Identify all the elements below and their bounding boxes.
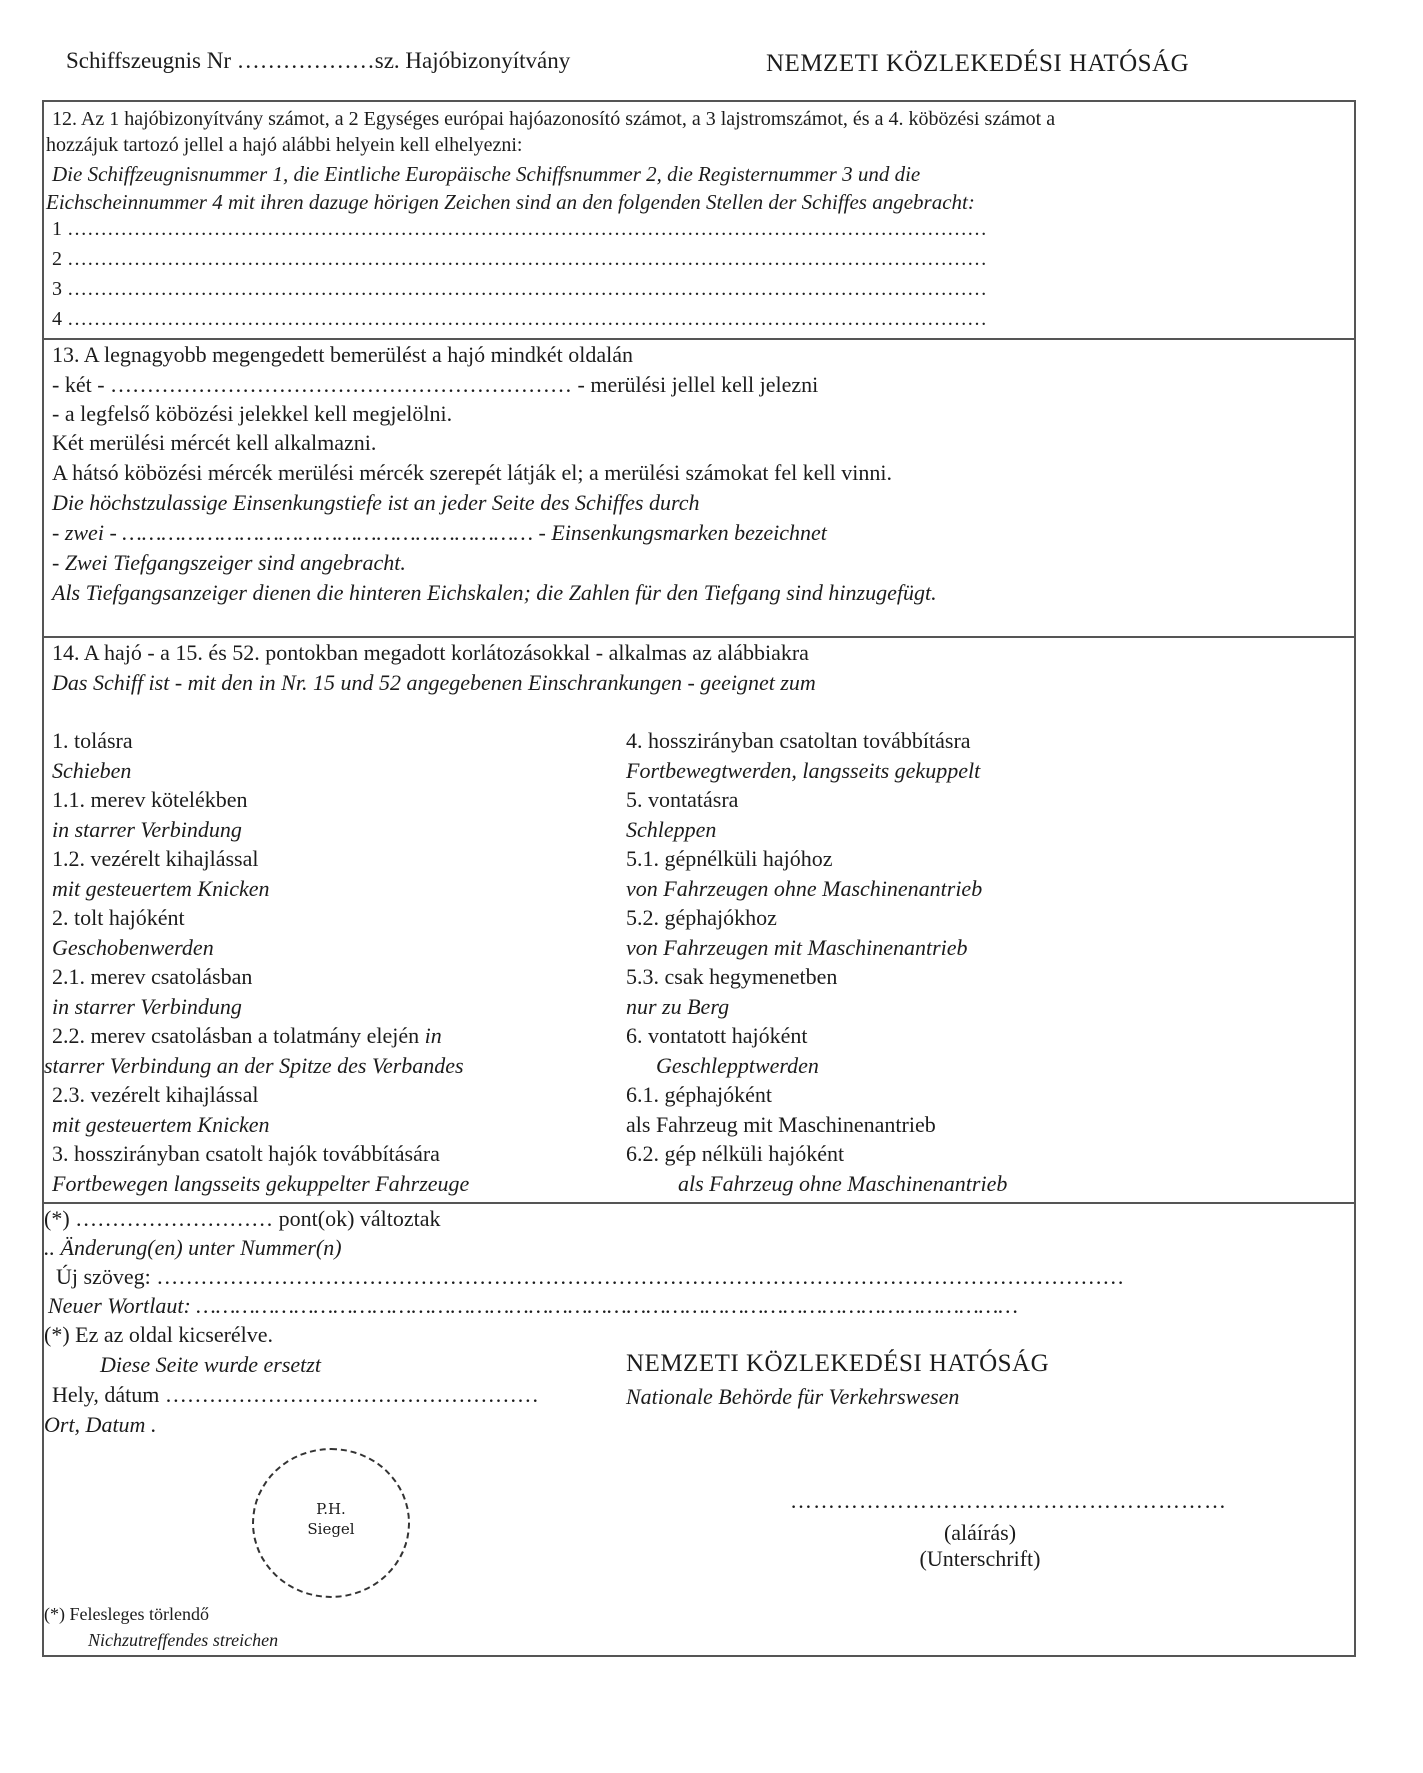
authority-header: NEMZETI KÖZLEKEDÉSI HATÓSÁG [766,50,1190,77]
capability-item: mit gesteuertem Knicken [52,875,270,901]
section-13-line3: - a legfelső köbözési jelekkel kell megjelölni. [52,401,453,426]
capability-item: 5.2. géphajókhoz [626,905,777,930]
changed-points-de: .. Änderung(en) unter Nummer(n) [44,1235,342,1260]
capability-item: starrer Verbindung an der Spitze des Verbandes [44,1052,464,1078]
capability-item: 6. vontatott hajóként [626,1023,808,1048]
capability-item: Schleppen [626,816,717,842]
stamp-label: P.H. [316,1500,346,1518]
footnote-hu: (*) Felesleges törlendő [44,1604,209,1624]
section-12-de-line1: Die Schiffzeugnisnummer 1, die Eintliche Europäische Schiffsnummer 2, die Registernummer 3 und die [52,162,921,186]
capability-item: 5. vontatásra [626,787,739,812]
capability-item: 1.1. merev kötelékben [52,787,248,812]
signature-label-hu: (aláírás) [943,1520,1017,1545]
section-13-line7: - zwei - ……………………………………………………… - Einsenkungsmarken bezeichnet [52,520,827,545]
location-line-3: 3 ………………………………………………………………………………………………………………………… [52,278,987,300]
new-text-de: Neuer Wortlaut: ……………………………………………………………………………………………………………… [48,1293,1018,1318]
page-replaced-hu: (*) Ez az oldal kicserélve. [44,1322,274,1347]
capability-item: als Fahrzeug ohne Maschinenantrieb [678,1170,1008,1196]
capability-item: 6.2. gép nélküli hajóként [626,1141,845,1166]
capability-item: Schieben [52,757,132,783]
capability-item: Fortbewegtwerden, langsseits gekuppelt [626,757,981,783]
section-13-line9: Als Tiefgangsanzeiger dienen die hinteren Eichskalen; die Zahlen für den Tiefgang sind hinzugefügt. [52,580,937,605]
capability-item: 1. tolásra [52,728,133,753]
capability-item: 4. hosszirányban csatoltan továbbításra [626,728,971,753]
section-12-de-line2: Eichscheinnummer 4 mit ihren dazuge hörigen Zeichen sind an den folgenden Stellen der Schiffes angebracht: [46,190,975,214]
capability-item: als Fahrzeug mit Maschinenantrieb [626,1111,936,1137]
capability-item: 2. tolt hajóként [52,905,185,930]
location-line-4: 4 ………………………………………………………………………………………………………………………… [52,308,987,330]
page-replaced-de: Diese Seite wurde ersetzt [100,1352,321,1377]
capability-item: 2.1. merev csatolásban [52,964,253,989]
capability-item: Geschlepptwerden [656,1052,819,1078]
capability-item: 3. hosszirányban csatolt hajók továbbítására [52,1141,440,1166]
footnote-de: Nichzutreffendes streichen [88,1630,279,1650]
capability-item: 2.3. vezérelt kihajlással [52,1082,259,1107]
section-13-line4: Két merülési mércét kell alkalmazni. [52,430,377,455]
section-13-line5: A hátsó köbözési mércék merülési mércék szerepét látják el; a merülési számokat fel kell vinni. [52,460,892,485]
stamp-label-de: Siegel [307,1520,355,1538]
capability-item: in starrer Verbindung [52,816,242,842]
capability-item: nur zu Berg [626,993,730,1019]
section-12-hu-line2: hozzájuk tartozó jellel a hajó alábbi helyein kell elhelyezni: [46,134,523,156]
section-13-line6: Die höchstzulassige Einsenkungstiefe ist an jeder Seite des Schiffes durch [52,490,700,515]
capability-item: von Fahrzeugen mit Maschinenantrieb [626,934,968,960]
capability-item: 5.3. csak hegymenetben [626,964,838,989]
seal-stamp [252,1448,410,1598]
capability-item: von Fahrzeugen ohne Maschinenantrieb [626,875,983,901]
section-divider [42,636,1356,638]
location-line-2: 2 ………………………………………………………………………………………………………………………… [52,248,987,270]
signature-label-de: (Unterschrift) [919,1546,1041,1571]
location-line-1: 1 ………………………………………………………………………………………………………………………… [52,218,987,240]
section-14-de: Das Schiff ist - mit den in Nr. 15 und 52 angegebenen Einschrankungen - geeignet zum [52,670,816,695]
section-13-line8: - Zwei Tiefgangszeiger sind angebracht. [52,550,406,575]
section-14-hu: 14. A hajó - a 15. és 52. pontokban megadott korlátozásokkal - alkalmas az alábbiakra [52,640,809,665]
signature-line: ………………………………………………… [790,1488,1227,1513]
section-divider [42,1202,1356,1204]
section-13-line1: 13. A legnagyobb megengedett bemerülést a hajó mindkét oldalán [52,342,634,367]
place-date-hu: Hely, dátum …………………………………………… [52,1382,539,1407]
capability-item: Geschobenwerden [52,934,214,960]
capability-item: in starrer Verbindung [52,993,242,1019]
section-divider [42,338,1356,340]
capability-item: 2.2. merev csatolásban a tolatmány elején in [52,1023,442,1048]
capability-item-suffix: in [419,1023,442,1048]
capability-item: 1.2. vezérelt kihajlással [52,846,259,871]
authority-signature-name: NEMZETI KÖZLEKEDÉSI HATÓSÁG [626,1350,1050,1377]
new-text-hu: Új szöveg: …………………………………………………………………………………………………………………… [56,1264,1125,1289]
certificate-number-label: Schiffszeugnis Nr ………………sz. Hajóbizonyítvány [66,48,571,73]
authority-signature-name-de: Nationale Behörde für Verkehrswesen [626,1384,960,1409]
section-12-hu-line1: 12. Az 1 hajóbizonyítvány számot, a 2 Egységes európai hajóazonosító számot, a 3 lajstromszámot, és a 4. köbözési számot a [52,108,1056,130]
place-date-de: Ort, Datum . [44,1412,157,1437]
capability-item: 6.1. géphajóként [626,1082,773,1107]
capability-item: 5.1. gépnélküli hajóhoz [626,846,833,871]
capability-item: Fortbewegen langsseits gekuppelter Fahrzeuge [52,1170,470,1196]
section-13-line2: - két - ……………………………………………………… - merülési jellel kell jelezni [52,372,819,397]
capability-item: mit gesteuertem Knicken [52,1111,270,1137]
changed-points-hu: (*) ……………………… pont(ok) változtak [44,1206,441,1231]
